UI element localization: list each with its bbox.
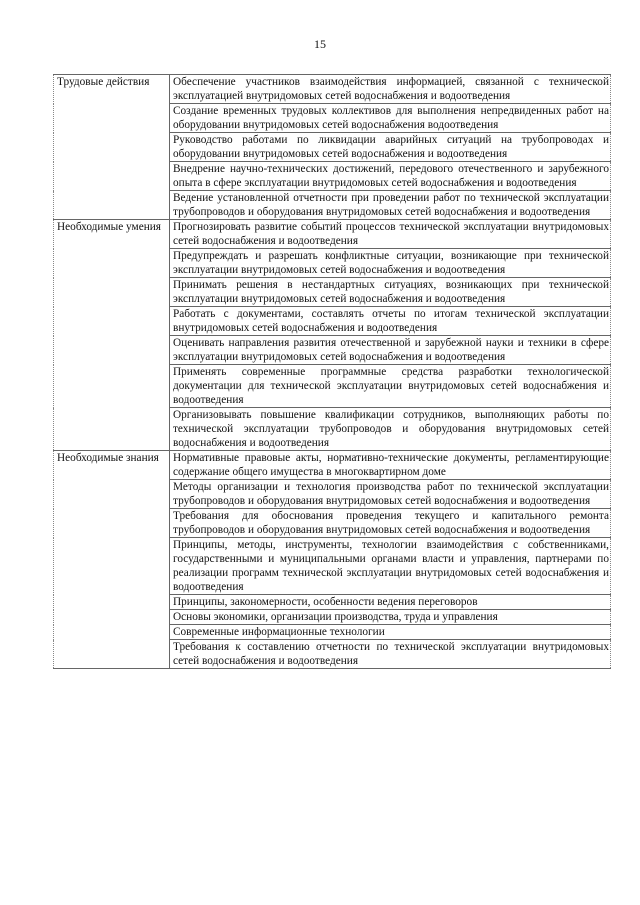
table-row	[54, 278, 611, 307]
table-row	[54, 408, 611, 451]
table-row	[54, 249, 611, 278]
section-label-cell	[54, 191, 170, 220]
requirement-text: Организовывать повышение квалификации сотрудников, выполняющих работы по технической эксплуатации трубопроводов и оборудования внутридомовых сетей водоснабжения и водоотведения	[170, 408, 611, 451]
requirement-text: Принципы, методы, инструменты, технологии взаимодействия с собственниками, государственными и муниципальными органами власти и управления, партнерами по реализации программ технической эксплуатации внутридомовых сетей водоснабжения и водоотведения	[170, 538, 611, 595]
section-label-cell	[54, 610, 170, 625]
requirement-text: Требования для обоснования проведения текущего и капитального ремонта трубопроводов и оборудования внутридомовых сетей водоснабжения и водоотведения	[170, 509, 611, 538]
section-label-cell	[54, 625, 170, 640]
requirements-table	[53, 74, 611, 669]
requirement-text: Внедрение научно-технических достижений, передового отечественного и зарубежного опыта в сфере эксплуатации внутридомовых сетей водоснабжения и водоотведения	[170, 162, 611, 191]
table-row	[54, 480, 611, 509]
requirement-text: Обеспечение участников взаимодействия информацией, связанной с технической эксплуатацией внутридомовых сетей водоснабжения и водоотведения	[170, 75, 611, 104]
table-row	[54, 162, 611, 191]
section-label-cell	[54, 595, 170, 610]
requirement-text: Работать с документами, составлять отчеты по итогам технической эксплуатации внутридомовых сетей водоснабжения и водоотведения	[170, 307, 611, 336]
table-row	[54, 538, 611, 595]
page-number: 15	[314, 37, 326, 51]
section-label-cell	[54, 249, 170, 278]
section-label-cell	[54, 104, 170, 133]
section-label-cell	[54, 162, 170, 191]
table-row	[54, 191, 611, 220]
section-label-cell	[54, 408, 170, 451]
section-label-cell: Необходимые знания	[54, 451, 170, 480]
section-label-cell	[54, 336, 170, 365]
section-label-cell	[54, 480, 170, 509]
table-row	[54, 336, 611, 365]
requirement-text: Оценивать направления развития отечественной и зарубежной науки и техники в сфере эксплуатации внутридомовых сетей водоснабжения и водоотведения	[170, 336, 611, 365]
section-label-cell	[54, 133, 170, 162]
table-row	[54, 640, 611, 669]
table-row	[54, 509, 611, 538]
requirement-text: Применять современные программные средства разработки технологической документации для технической эксплуатации внутридомовых сетей водоснабжения и водоотведения	[170, 365, 611, 408]
requirement-text: Методы организации и технология производства работ по технической эксплуатации трубопроводов и оборудования внутридомовых сетей водоснабжения и водоотведения	[170, 480, 611, 509]
table-row	[54, 610, 611, 625]
table-row	[54, 625, 611, 640]
section-label-cell	[54, 278, 170, 307]
table-row	[54, 595, 611, 610]
requirement-text: Предупреждать и разрешать конфликтные ситуации, возникающие при технической эксплуатации внутридомовых сетей водоснабжения и водоотведения	[170, 249, 611, 278]
section-label-cell: Необходимые умения	[54, 220, 170, 249]
table-row	[54, 104, 611, 133]
requirement-text: Современные информационные технологии	[170, 625, 611, 640]
requirement-text: Руководство работами по ликвидации аварийных ситуаций на трубопроводах и оборудовании внутридомовых сетей водоснабжения и водоотведения	[170, 133, 611, 162]
requirement-text: Основы экономики, организации производства, труда и управления	[170, 610, 611, 625]
table-row	[54, 220, 611, 249]
requirement-text: Ведение установленной отчетности при проведении работ по технической эксплуатации трубопроводов и оборудования внутридомовых сетей водоснабжения и водоотведения	[170, 191, 611, 220]
section-label-cell	[54, 538, 170, 595]
section-label-cell	[54, 509, 170, 538]
table-row	[54, 307, 611, 336]
requirement-text: Создание временных трудовых коллективов для выполнения непредвиденных работ на оборудовании внутридомовых сетей водоснабжения водоотведения	[170, 104, 611, 133]
table-row	[54, 75, 611, 104]
section-label-cell	[54, 307, 170, 336]
requirement-text: Требования к составлению отчетности по технической эксплуатации внутридомовых сетей водоснабжения и водоотведения	[170, 640, 611, 669]
section-label-cell	[54, 640, 170, 669]
requirement-text: Прогнозировать развитие событий процессов технической эксплуатации внутридомовых сетей водоснабжения и водоотведения	[170, 220, 611, 249]
section-label-cell	[54, 365, 170, 408]
section-label-cell: Трудовые действия	[54, 75, 170, 104]
table-row	[54, 133, 611, 162]
requirement-text: Принципы, закономерности, особенности ведения переговоров	[170, 595, 611, 610]
requirement-text: Принимать решения в нестандартных ситуациях, возникающих при технической эксплуатации внутридомовых сетей водоснабжения и водоотведения	[170, 278, 611, 307]
table-row	[54, 365, 611, 408]
table-row	[54, 451, 611, 480]
requirement-text: Нормативные правовые акты, нормативно-технические документы, регламентирующие содержание общего имущества в многоквартирном доме	[170, 451, 611, 480]
